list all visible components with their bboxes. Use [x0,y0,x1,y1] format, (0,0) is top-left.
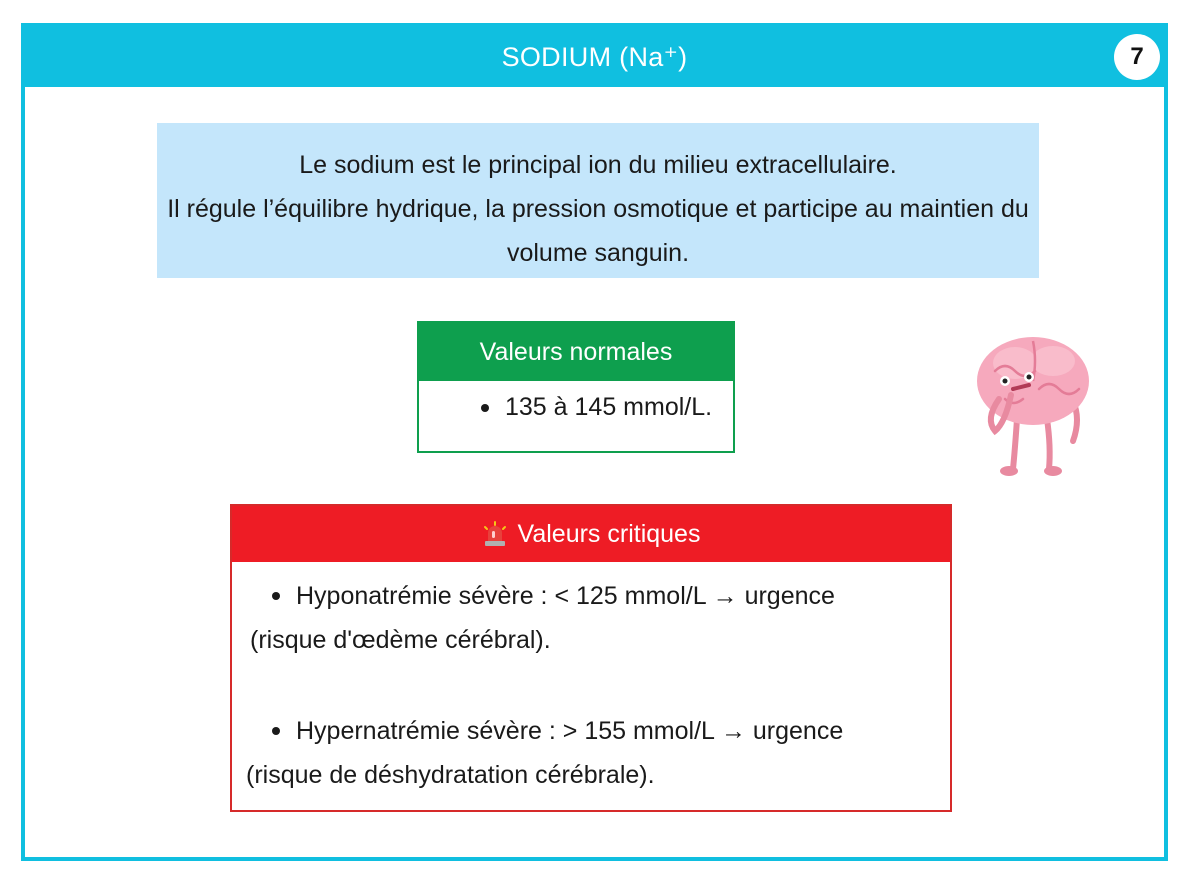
slide-card [21,23,1168,861]
bullet-icon [481,404,489,412]
intro-line-1: Le sodium est le principal ion du milieu extracellulaire. [299,151,897,179]
normal-values-text: 135 à 145 mmol/L. [505,393,713,421]
normal-values-item [419,381,733,422]
critical-item-hypernatremia [246,709,926,797]
critical-item-detail: (risque d'œdème cérébral). [250,626,551,654]
critical-item-detail: (risque de déshydratation cérébrale). [246,761,655,789]
critical-values-header [232,506,950,562]
siren-icon [482,521,508,547]
critical-values-title: Valeurs critiques [517,519,701,548]
critical-item-text: Hypernatrémie sévère : > 155 mmol/L → urgence [296,717,844,745]
bullet-icon [272,592,280,600]
normal-values-box [417,321,735,453]
bullet-icon [272,727,280,735]
critical-values-box [230,504,952,812]
brain-mascot-illustration [955,319,1095,479]
page-number-badge: 7 [1114,34,1160,80]
critical-item-hyponatremia [250,574,930,662]
header-bar [25,27,1164,87]
normal-values-title: Valeurs normales [419,323,733,381]
critical-item-text: Hyponatrémie sévère : < 125 mmol/L → urgence [296,582,835,610]
intro-line-2: Il régule l’équilibre hydrique, la pression osmotique et participe au maintien du volume sanguin. [167,195,1029,267]
intro-box [157,123,1039,278]
page-title: SODIUM (Na⁺) [501,41,688,72]
